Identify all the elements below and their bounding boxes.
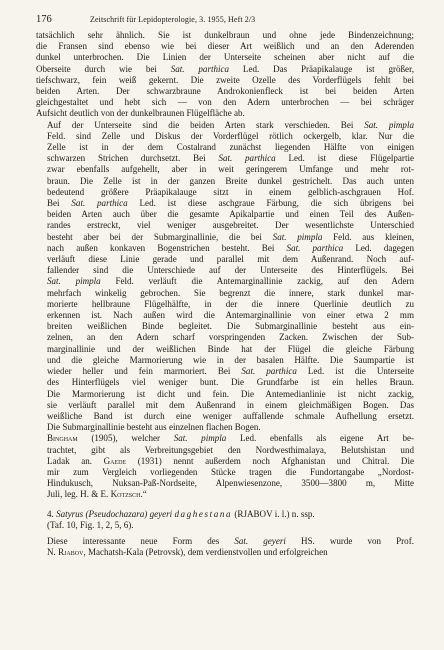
text-line: morierte hellbraune Flügelhälfte, in der die innere Querlinie deutlich zu (47, 298, 414, 309)
text-line: verläuft diese Linie gerade und parallel mit dem Außenrand. Noch auf- (47, 254, 414, 265)
text-line: des Hinterflügels viel weniger bunt. Die Grundfarbe ist ein helles Braun. (47, 377, 414, 388)
text-line: bedeutend größere Präapikalauge sitzt in einem gelblich-aschgrauen Hof. (47, 186, 414, 197)
text-line: breiten weißlichen Binde begleitet. Die Submarginallinie besteht aus ein- (47, 321, 414, 332)
text-line: Hindukusch, Nuksan-Paß-Nordseite, Alpenwiesenzone, 3500—3800 m, Mitte (47, 478, 414, 489)
text-line: Bei Sat. parthica Led. ist diese aschgraue Färbung, die sich übrigens bei (47, 198, 414, 209)
text-line: gleichgestaltet und hebt sich — von den Adern unterbrochen — bei schräger (36, 97, 414, 108)
text-line: beiden Arten. Der schwarzbraune Androkonienfleck ist bei beiden Arten (36, 86, 414, 97)
text-line: Die Submarginallinie besteht aus einzelnen flachen Bogen. (47, 422, 261, 433)
text-line: und die gleiche Marmorierung wie in der basalen Hälfte. Die Saumpartie ist (47, 354, 414, 365)
text-line: schwarzen Strichen durchsetzt. Bei Sat. parthica Led. ist diese Flügelpartie (47, 153, 414, 164)
text-line: weißliche Band ist durch eine weniger auffallende schmale Aufhellung ersetzt. (47, 410, 414, 421)
document-page (36, 14, 414, 558)
text-line: sie verläuft parallel mit dem Außenrand in einem gleichmäßigen Bogen. Das (47, 399, 414, 410)
plate-reference: (Taf. 10, Fig. 1, 2, 5, 6). (47, 519, 134, 530)
running-head: Zeitschrift für Lepidopterologie, 3. 1955, Heft 2/3 (90, 15, 256, 24)
text-line: tatsächlich sehr ähnlich. Sie ist dunkelbraun und ohne jede Bindenzeichnung; (36, 30, 414, 40)
text-line: mehrfach winkelig gebrochen. Sie begrenzt die innere, stark dunkel mar- (47, 287, 414, 298)
species-heading (36, 509, 414, 531)
text-line: Aufsicht deutlich von der dunkelbraunen Flügelfläche ab. (36, 108, 245, 119)
text-line: fallender sind die Unterschiede auf der Unterseite des Hinterflügels. Bei (47, 265, 414, 276)
text-line: marginallinie und der weißlichen Binde hat der Flügel die gleiche Färbung (47, 343, 414, 354)
paragraph-distribution (36, 433, 414, 500)
text-line: Feld. sind Zelle und Diskus der Vorderflügel rötlich ockergelb, klar. Nur die (47, 130, 414, 141)
text-line: zelnen, an den Adern scharf vorspringenden Zacken. Zwischen der Sub- (47, 332, 414, 343)
text-line: besteht aber bei der Submarginallinie, die bei Sat. pimpla Feld. aus kleinen, (47, 231, 414, 242)
text-line: N. Rjabov, Machatsh-Kala (Petrovsk), dem verdienstvollen und erfolgreichen (47, 547, 328, 558)
species-name: geyeri (149, 508, 173, 519)
text-line: braun. Die Zelle ist in der ganzen Breite dunkel gestrichelt. Das auch unten (47, 175, 414, 186)
text-line: trachtet, gibt als Verbreitungsgebiet den Nordwesthimalaya, Belutshistan und (47, 444, 414, 455)
text-line: Sat. pimpla Feld. verläuft die Antemarginallinie zackig, auf den Adern (47, 276, 415, 287)
text-line: Die Marmorierung ist dicht und fein. Die Antemedianlinie ist nicht zackig, (47, 388, 414, 399)
text-line: die Fransen sind ebenso wie bei dieser Art weißlich und an den Aderenden (36, 41, 414, 52)
paragraph-continuation (36, 30, 414, 120)
text-line: wieder heller und fein marmoriert. Bei Sat. parthica Led. ist die Unterseite (47, 366, 414, 377)
text-line: Diese interessante neue Form des Sat. geyeri HS. wurde von Prof. (47, 535, 414, 546)
item-number: 4. (47, 508, 54, 519)
subspecies-name: daghestana (174, 508, 233, 519)
page-header (36, 14, 414, 30)
text-line: nach außen konkaven Bogenstrichen besteht. Bei Sat. parthica Led. dagegen (47, 242, 414, 253)
text-line: mir zum Vergleich vorliegenden Stücke tragen die Fundortangabe „Nordost- (47, 466, 414, 477)
paragraph-new-form (36, 536, 414, 558)
genus-name: Satyrus (56, 508, 84, 519)
paragraph-underside-comparison (36, 120, 414, 434)
page-number: 176 (36, 14, 52, 25)
text-line: Zelle ist in der dem Costalrand zunächst liegenden Hälfte von einigen (47, 142, 414, 153)
text-line: Ladak an. Gaede (1931) nennt außerdem noch Afghanistan und Chitral. Die (47, 455, 414, 466)
text-line: randes erstreckt, viel weniger ausgebreitet. Der wesentlichste Unterschied (47, 220, 414, 231)
taxon-author: (RJABOV i. l.) n. ssp. (234, 508, 315, 519)
text-line: dunkel unterbrochen. Die Linien der Unterseite scheinen aber nicht auf die (36, 52, 414, 63)
text-line: zwar ebenfalls aufgehellt, aber in weit geringerem Umfange und mehr rot- (47, 164, 414, 175)
subgenus-name: (Pseudochazara) (85, 508, 148, 519)
text-line: Oberseite durch wie bei Sat. parthica Led. Das Präapikalauge ist größer, (36, 63, 414, 74)
text-line: Juli, leg. H. & E. Kotzsch.“ (47, 489, 147, 500)
text-line: Bingham (1905), welcher Sat. pimpla Led. ebenfalls als eigene Art be- (47, 433, 415, 444)
text-line: Auf der Unterseite sind die beiden Arten stark verschieden. Bei Sat. pimpla (47, 119, 414, 130)
text-line: erkennen ist. Nach außen wird die Antemarginallinie von einer etwa 2 mm (47, 310, 414, 321)
text-line: beiden Arten auch über die gesamte Apikalpartie und einen Teil des Außen- (47, 209, 414, 220)
text-line: tiefschwarz, fein weiß gekernt. Die zweite Ozelle des Vorderflügels fehlt bei (36, 74, 414, 85)
